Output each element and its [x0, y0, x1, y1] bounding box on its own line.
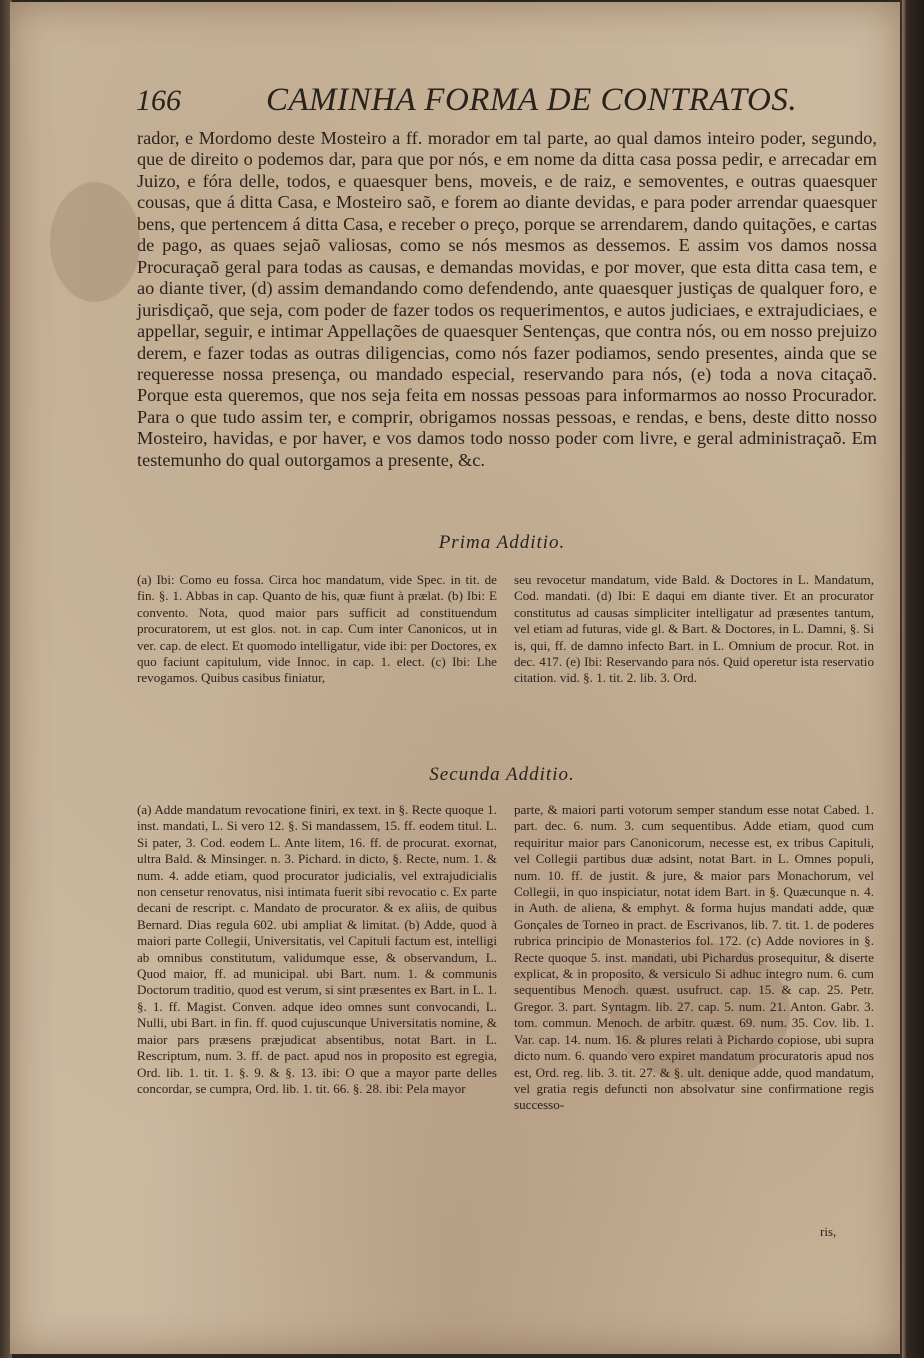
book-binding — [900, 0, 924, 1358]
notes-text: seu revocetur mandatum, vide Bald. & Doctores in L. Mandatum, Cod. mandati. (d) Ibi: E daqui em diante tiver. Et an procurator constitutus ad causas simpliciter intelligatur ad præsentes tantum, vel etiam ad futuras, vide gl. & Bart. & Doctores, in L. Damni, §. Si is, qui, ff. de damno infecto Bart. in L. Omnium de procur. Rot. in dec. 417. (e) Ibi: Reservando para nós. Quid operetur ista reservatio citation. vid. §. 1. tit. 2. lib. 3. Ord. — [514, 572, 874, 686]
notes-text: (a) Ibi: Como eu fossa. Circa hoc mandatum, vide Spec. in tit. de fin. §. 1. Abbas in cap. Quanto de his, quæ fiunt à prælat. (b) Ibi: E convento. Nota, quod maior pars sufficit ad constituendum procuratorem, ut est glos. not. in cap. Cum inter Canonicos, ut in ver. cap. de elect. Et quomodo intelligatur, vide ibi: per Doctores, ex quo faciunt capitulum, vide Innoc. in cap. 1. elect. (c) Ibi: Lhe revogamos. Quibus casibus finiatur, — [137, 572, 497, 686]
notes-column-right — [514, 802, 874, 1114]
notes-column-right — [514, 572, 874, 687]
paper-stain — [50, 182, 140, 302]
catchword: ris, — [820, 1224, 837, 1239]
section-heading-secunda: Secunda Additio. — [429, 764, 575, 785]
running-title: CAMINHA FORMA DE CONTRATOS. — [266, 82, 798, 118]
page-header — [136, 78, 876, 122]
notes-text: (a) Adde mandatum revocatione finiri, ex text. in §. Recte quoque 1. inst. mandati, L. Si vero 12. §. Si mandassem, 15. ff. eodem titul. L. Si pater, 3. Cod. eodem L. Ante litem, 16. ff. de procurat. exornat, ultra Bald. & Minsinger. n. 3. Pichard. in dicto, §. Recte, num. 1. & num. 4. adde etiam, quod procurator judicialis, vel extrajudicialis non censetur renovatus, nisi intimata fuerit sibi revocatio c. Ex parte decani de rescript. c. Mandato de procurator. & ex aliis, de quibus Bernard. Dias regula 602. ubi ampliat & limitat. (b) Adde, quod à maiori parte Collegii, Universitatis, vel Capituli factum est, intelligi ab omnibus constitutum, validumque esse, & observandum, L. Quod maior, ff. ad municipal. ubi Bart. num. 1. & communis Doctorum traditio, quod est verum, si sint præsentes ex Bart. in L. 1. §. 1. ff. Magist. Conven. adque ideo omnes sunt convocandi, L. Nulli, ubi Bart. in fin. ff. quod cujuscunque Universitatis nomine, & maior pars præsens præjudicat absentibus, notat Bart. in L. Rescriptum, num. 3. ff. de pact. apud nos in proposito est egregia, Ord. lib. 1. tit. 1. §. 9. & §. 13. ibi: O que a mayor parte delles concordar, se cumpra, Ord. lib. 1. tit. 66. §. 28. ibi: Pela mayor — [137, 802, 497, 1096]
notes-column-left — [137, 802, 497, 1097]
page-number: 166 — [136, 84, 181, 117]
main-paragraph: rador, e Mordomo deste Mosteiro a ff. morador em tal parte, ao qual damos inteiro poder, segundo, que de direito o podemos dar, para que por nós, e em nome da ditta casa possa pedir, e arrecadar em Juizo, e fóra delle, todos, e quaesquer bens, moveis, e de raiz, e semoventes, e outras quaesquer cousas, que á ditta Casa, e Mosteiro saõ, e forem ao diante devidas, e para poder arrendar quaesquer bens, que pertencem á ditta Casa, e receber o preço, porque se arrendarem, dando quitações, e cartas de pago, as quaes sejaõ valiosas, como se nós mesmos as dessemos. E assim vos damos nossa Procuraçaõ geral para todas as causas, e demandas movidas, e por mover, que esta ditta casa tem, e ao diante tiver, (d) assim demandando como defendendo, ante quaesquer justiças de qualquer foro, e jurisdiçaõ, que seja, com poder de fazer todos os requerimentos, e autos judiciaes, e extrajudiciaes, e appellar, seguir, e intimar Appellações de quaesquer Sentenças, que contra nós, ou em nosso prejuizo derem, e fazer todas as outras diligencias, como nós fazer podiamos, sendo presentes, ainda que se requeresse nossa presença, ou mandado especial, reservando para nós, (e) toda a nova citaçaõ. Porque esta queremos, que nos seja feita em nossas pessoas para informarmos ao nosso Procurador. Para o que tudo assim ter, e comprir, obrigamos nossas pessoas, e rendas, e bens, deste ditto nosso Mosteiro, havidas, e por haver, e vos damos todo nosso poder com livre, e geral administraçaõ. Em testemunho do qual outorgamos a presente, &c. — [137, 128, 877, 470]
notes-text: parte, & maiori parti votorum semper standum esse notat Cabed. 1. part. dec. 6. num. 3. cum sequentibus. Adde etiam, quod cum requiritur maior pars Canonicorum, necesse est, ex tribus Capituli, vel Collegii partibus duæ adsint, notat Bart. in L. Omnes populi, num. 10. ff. de justit. & jure, & maior pars Monachorum, vel Collegii, in quo inspiciatur, notat idem Bart. in §. Quæcunque n. 4. in Auth. de aliena, & emphyt. & forma hujus mandati adde, quæ Gonçales de Torneo in pract. de Escrivanos, lib. 7. tit. 1. de poderes rubrica principio de Monasterios fol. 172. (c) Adde noviores in §. Recte quoque 5. inst. mandati, ubi Pichardus prosequitur, & diserte explicat, & in proposito, & versiculo Si adhuc integro num. 6. cum sequentibus Menoch. quæst. usufruct. cap. 15. & cap. 25. Petr. Gregor. 3. part. Syntagm. lib. 27. cap. 5. num. 21. Anton. Gabr. 3. tom. commun. Menoch. de arbitr. quæst. 69. num. 35. Cov. lib. 1. Var. cap. 14. num. 16. & plures relati à Pichardo copiose, ubi supra dicto num. 6. quando vero expiret mandatum procuratoris apud nos est, Ord. reg. lib. 3. tit. 27. & §. ult. denique adde, quod mandatum, vel gratia regis defuncti non absolvatur sine confirmatione regis successo- — [514, 802, 874, 1113]
section-heading-prima: Prima Additio. — [438, 532, 566, 553]
notes-column-left — [137, 572, 497, 687]
main-text — [137, 128, 877, 471]
